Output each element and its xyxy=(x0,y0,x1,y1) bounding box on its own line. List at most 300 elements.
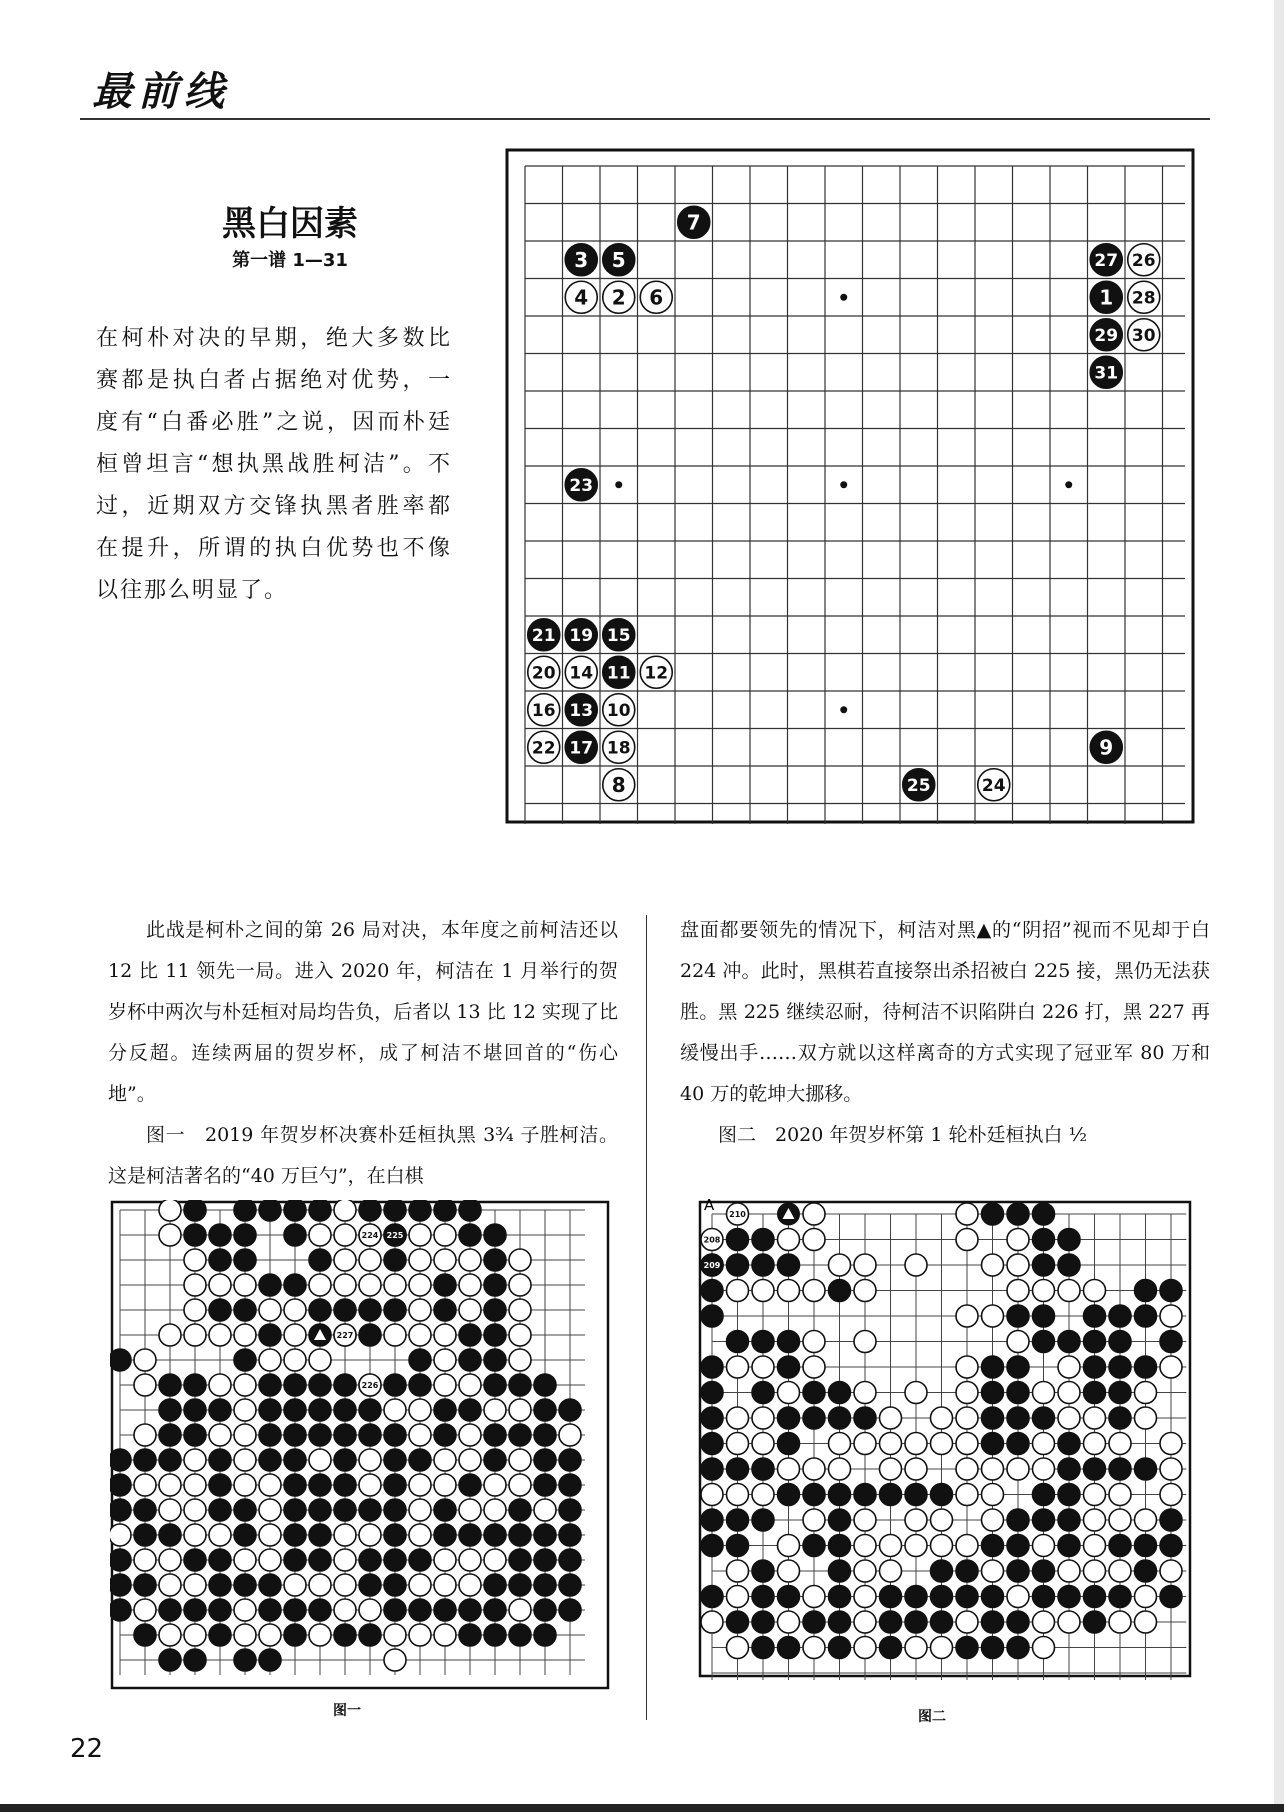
board-stone xyxy=(982,1254,1004,1276)
board-stone xyxy=(534,1624,556,1646)
board-stone xyxy=(359,1549,381,1571)
board-stone xyxy=(184,1249,206,1271)
board-stone xyxy=(159,1474,181,1496)
board-stone xyxy=(534,1574,556,1596)
board-stone xyxy=(309,1299,331,1321)
board-stone xyxy=(484,1599,506,1621)
board-stone xyxy=(1033,1509,1055,1531)
board-stone xyxy=(309,1399,331,1421)
move-21-stone xyxy=(528,619,560,651)
svg-text:227: 227 xyxy=(336,1330,354,1340)
board-stone xyxy=(1109,1586,1131,1608)
board-stone xyxy=(509,1574,531,1596)
header-rule xyxy=(80,118,1210,120)
board-stone xyxy=(956,1382,978,1404)
board-stone xyxy=(209,1424,231,1446)
board-stone xyxy=(459,1274,481,1296)
board-stone xyxy=(359,1449,381,1471)
board-stone xyxy=(110,1524,131,1546)
board-stone xyxy=(509,1399,531,1421)
move-227-stone xyxy=(334,1324,356,1346)
board-stone xyxy=(134,1624,156,1646)
board-stone xyxy=(956,1433,978,1455)
board-stone xyxy=(982,1305,1004,1327)
board-stone xyxy=(284,1599,306,1621)
move-224-stone xyxy=(359,1224,381,1246)
star-point xyxy=(840,481,847,488)
board-stone xyxy=(752,1586,774,1608)
board-stone xyxy=(854,1560,876,1582)
board-stone xyxy=(184,1224,206,1246)
board-stone xyxy=(284,1299,306,1321)
board-stone xyxy=(727,1509,749,1531)
board-stone xyxy=(1007,1560,1029,1582)
svg-text:19: 19 xyxy=(569,625,594,646)
board-stone xyxy=(110,1449,131,1471)
board-stone xyxy=(701,1280,723,1302)
board-stone xyxy=(159,1374,181,1396)
board-stone xyxy=(956,1229,978,1251)
board-stone xyxy=(727,1280,749,1302)
board-stone xyxy=(184,1499,206,1521)
board-stone xyxy=(1033,1280,1055,1302)
board-stone xyxy=(778,1229,800,1251)
board-stone xyxy=(384,1574,406,1596)
board-stone xyxy=(509,1274,531,1296)
board-stone xyxy=(434,1399,456,1421)
board-stone xyxy=(1084,1535,1106,1557)
board-stone xyxy=(509,1374,531,1396)
board-stone xyxy=(409,1549,431,1571)
board-stone xyxy=(1007,1433,1029,1455)
board-stone xyxy=(409,1200,431,1221)
board-stone xyxy=(778,1382,800,1404)
board-stone xyxy=(384,1624,406,1646)
board-stone xyxy=(209,1274,231,1296)
board-stone xyxy=(284,1524,306,1546)
board-stone xyxy=(534,1399,556,1421)
board-stone xyxy=(434,1299,456,1321)
board-stone xyxy=(752,1637,774,1659)
board-stone xyxy=(559,1549,581,1571)
board-stone xyxy=(259,1649,281,1671)
board-stone xyxy=(982,1407,1004,1429)
board-stone xyxy=(110,1474,131,1496)
board-stone xyxy=(159,1399,181,1421)
board-stone xyxy=(184,1200,206,1221)
board-stone xyxy=(134,1474,156,1496)
board-stone xyxy=(184,1624,206,1646)
board-stone xyxy=(778,1586,800,1608)
board-stone xyxy=(259,1299,281,1321)
board-stone xyxy=(880,1407,902,1429)
board-stone xyxy=(359,1499,381,1521)
board-stone xyxy=(854,1586,876,1608)
svg-text:225: 225 xyxy=(386,1230,404,1240)
board-stone xyxy=(334,1574,356,1596)
board-stone xyxy=(854,1280,876,1302)
board-stone xyxy=(334,1449,356,1471)
board-stone xyxy=(484,1224,506,1246)
svg-text:8: 8 xyxy=(611,772,626,797)
section-subtitle: 第一谱 1—31 xyxy=(232,250,348,271)
intro-paragraph: 在柯朴对决的早期，绝大多数比赛都是执白者占据绝对优势，一度有“白番必胜”之说，因而朴廷桓曾坦言“想执黑战胜柯洁”。不过，近期双方交锋执黑者胜率都在提升，所谓的执白优势也不像以往那么明显了。 xyxy=(96,326,452,603)
board-stone xyxy=(334,1274,356,1296)
board-stone xyxy=(259,1449,281,1471)
board-stone xyxy=(359,1200,381,1221)
board-stone xyxy=(434,1274,456,1296)
board-stone xyxy=(701,1484,723,1506)
svg-text:2: 2 xyxy=(611,285,626,310)
board-stone xyxy=(701,1382,723,1404)
board-stone xyxy=(209,1224,231,1246)
board-stone xyxy=(434,1574,456,1596)
svg-text:29: 29 xyxy=(1094,325,1119,346)
move-208-stone xyxy=(701,1229,723,1251)
board-stone xyxy=(1084,1586,1106,1608)
board-stone xyxy=(534,1599,556,1621)
board-stone xyxy=(534,1549,556,1571)
board-stone xyxy=(880,1535,902,1557)
board-stone xyxy=(359,1424,381,1446)
board-stone xyxy=(484,1324,506,1346)
board-stone xyxy=(778,1254,800,1276)
board-stone xyxy=(727,1331,749,1353)
board-stone xyxy=(509,1624,531,1646)
board-stone xyxy=(1109,1611,1131,1633)
board-stone xyxy=(905,1586,927,1608)
board-stone xyxy=(982,1356,1004,1378)
board-stone xyxy=(284,1374,306,1396)
board-stone xyxy=(1109,1407,1131,1429)
board-stone xyxy=(1135,1458,1157,1480)
svg-text:30: 30 xyxy=(1131,325,1156,346)
board-stone xyxy=(880,1433,902,1455)
board-stone xyxy=(484,1549,506,1571)
board-stone xyxy=(1135,1535,1157,1557)
board-stone xyxy=(1033,1586,1055,1608)
board-stone xyxy=(434,1424,456,1446)
board-stone xyxy=(259,1349,281,1371)
svg-text:17: 17 xyxy=(569,738,594,759)
board-stone xyxy=(184,1549,206,1571)
board-stone xyxy=(434,1324,456,1346)
board-stone xyxy=(284,1200,306,1221)
board-stone xyxy=(234,1449,256,1471)
board-stone xyxy=(110,1599,131,1621)
move-6-stone xyxy=(640,281,672,313)
board-stone xyxy=(484,1449,506,1471)
move-5-stone xyxy=(603,244,635,276)
board-stone xyxy=(1160,1356,1182,1378)
board-stone xyxy=(184,1424,206,1446)
board-stone xyxy=(1109,1356,1131,1378)
board-stone xyxy=(803,1203,825,1225)
board-stone xyxy=(284,1449,306,1471)
board-stone xyxy=(284,1349,306,1371)
board-stone xyxy=(1084,1356,1106,1378)
board-stone xyxy=(829,1458,851,1480)
board-stone xyxy=(434,1224,456,1246)
section-title: 黑白因素 xyxy=(222,204,358,244)
page-bottom-edge xyxy=(0,1804,1284,1812)
board-stone xyxy=(803,1356,825,1378)
board-stone xyxy=(803,1280,825,1302)
board-stone xyxy=(384,1324,406,1346)
board-stone xyxy=(509,1424,531,1446)
board-stone xyxy=(434,1349,456,1371)
board-stone xyxy=(982,1560,1004,1582)
board-stone xyxy=(778,1407,800,1429)
board-stone xyxy=(359,1274,381,1296)
board-stone xyxy=(234,1324,256,1346)
board-stone xyxy=(829,1611,851,1633)
svg-text:4: 4 xyxy=(574,285,589,310)
board-stone xyxy=(854,1509,876,1531)
board-stone xyxy=(727,1433,749,1455)
board-stone xyxy=(1084,1305,1106,1327)
board-stone xyxy=(829,1280,851,1302)
board-stone xyxy=(184,1574,206,1596)
board-stone xyxy=(778,1560,800,1582)
board-stone xyxy=(384,1399,406,1421)
board-stone xyxy=(982,1611,1004,1633)
move-31-stone xyxy=(1090,356,1122,388)
board-stone xyxy=(334,1474,356,1496)
board-stone xyxy=(1084,1611,1106,1633)
board-stone xyxy=(234,1499,256,1521)
board-stone xyxy=(778,1535,800,1557)
board-stone xyxy=(309,1474,331,1496)
board-stone xyxy=(956,1305,978,1327)
board-stone xyxy=(778,1331,800,1353)
board-stone xyxy=(209,1249,231,1271)
board-stone xyxy=(727,1560,749,1582)
board-stone xyxy=(359,1324,381,1346)
board-stone xyxy=(459,1200,481,1221)
board-stone xyxy=(1033,1203,1055,1225)
board-stone xyxy=(854,1331,876,1353)
board-stone xyxy=(259,1574,281,1596)
board-stone xyxy=(931,1611,953,1633)
board-stone xyxy=(727,1637,749,1659)
board-stone xyxy=(459,1599,481,1621)
board-stone xyxy=(982,1203,1004,1225)
board-stone xyxy=(1084,1484,1106,1506)
board-stone xyxy=(184,1524,206,1546)
board-stone xyxy=(509,1549,531,1571)
board-stone xyxy=(559,1599,581,1621)
board-stone xyxy=(259,1324,281,1346)
board-stone xyxy=(434,1624,456,1646)
board-stone xyxy=(284,1574,306,1596)
board-stone xyxy=(284,1499,306,1521)
board-stone xyxy=(309,1449,331,1471)
header-title: 最前线 xyxy=(92,68,230,115)
board-stone xyxy=(534,1474,556,1496)
svg-text:22: 22 xyxy=(531,738,556,759)
board-stone xyxy=(1084,1382,1106,1404)
board-stone xyxy=(334,1549,356,1571)
move-18-stone xyxy=(603,731,635,763)
board-stone xyxy=(701,1458,723,1480)
board-stone xyxy=(956,1637,978,1659)
board-stone xyxy=(434,1449,456,1471)
right-paragraph-2: 图二 2020 年贺岁杯第 1 轮朴廷桓执白 ½ xyxy=(718,1124,1088,1146)
board-stone xyxy=(854,1433,876,1455)
board-stone xyxy=(334,1524,356,1546)
move-14-stone xyxy=(565,656,597,688)
board-stone xyxy=(284,1424,306,1446)
board-stone xyxy=(184,1599,206,1621)
board-stone xyxy=(931,1509,953,1531)
board-stone xyxy=(905,1535,927,1557)
board-stone xyxy=(534,1374,556,1396)
go-board-record xyxy=(505,148,1195,824)
board-stone xyxy=(334,1424,356,1446)
board-stone xyxy=(384,1200,406,1221)
board-stone xyxy=(309,1200,331,1221)
board-stone xyxy=(1007,1229,1029,1251)
board-stone xyxy=(434,1524,456,1546)
board-stone xyxy=(259,1549,281,1571)
board-stone xyxy=(1033,1331,1055,1353)
board-stone xyxy=(484,1349,506,1371)
board-stone xyxy=(284,1224,306,1246)
board-stone xyxy=(829,1560,851,1582)
board-stone xyxy=(854,1407,876,1429)
board-stone xyxy=(184,1274,206,1296)
board-stone xyxy=(384,1299,406,1321)
move-8-stone xyxy=(603,769,635,801)
board-stone xyxy=(409,1249,431,1271)
board-stone xyxy=(459,1499,481,1521)
board-stone xyxy=(434,1499,456,1521)
left-paragraph-1: 此战是柯朴之间的第 26 局对决，本年度之前柯洁还以 12 比 11 领先一局。进入 2020 年，柯洁在 1 月举行的贺岁杯中两次与朴廷桓对局均告负，后者以 13 比 12 实现了比分反超。连续两届的贺岁杯，成了柯洁不堪回首的“伤心地”。 xyxy=(108,919,618,1105)
board-stone xyxy=(905,1637,927,1659)
svg-text:9: 9 xyxy=(1099,735,1114,760)
board-stone xyxy=(1007,1305,1029,1327)
board-stone xyxy=(1007,1458,1029,1480)
board-stone xyxy=(803,1509,825,1531)
board-stone xyxy=(159,1224,181,1246)
board-stone xyxy=(384,1474,406,1496)
board-stone xyxy=(134,1549,156,1571)
board-stone xyxy=(829,1433,851,1455)
board-stone xyxy=(334,1299,356,1321)
board-stone xyxy=(209,1524,231,1546)
board-stone xyxy=(854,1254,876,1276)
board-stone xyxy=(778,1484,800,1506)
board-stone xyxy=(727,1458,749,1480)
board-stone xyxy=(803,1458,825,1480)
move-3-stone xyxy=(565,244,597,276)
board-stone xyxy=(509,1249,531,1271)
board-stone xyxy=(184,1374,206,1396)
board-stone xyxy=(1033,1407,1055,1429)
board-stone xyxy=(309,1624,331,1646)
board-stone xyxy=(803,1535,825,1557)
board-stone xyxy=(778,1458,800,1480)
board-stone xyxy=(1160,1535,1182,1557)
board-stone xyxy=(334,1200,356,1221)
board-stone xyxy=(184,1649,206,1671)
move-23-stone xyxy=(565,469,597,501)
board-stone xyxy=(434,1249,456,1271)
star-point xyxy=(615,481,622,488)
board-stone xyxy=(234,1624,256,1646)
board-stone xyxy=(384,1549,406,1571)
board-stone xyxy=(1058,1586,1080,1608)
board-stone xyxy=(209,1374,231,1396)
board-stone xyxy=(752,1356,774,1378)
board-stone xyxy=(110,1549,131,1571)
board-stone xyxy=(1058,1535,1080,1557)
board-stone xyxy=(880,1637,902,1659)
board-stone xyxy=(727,1407,749,1429)
board-stone xyxy=(1084,1331,1106,1353)
board-stone xyxy=(459,1474,481,1496)
board-stone xyxy=(752,1611,774,1633)
move-25-stone xyxy=(903,769,935,801)
board-stone xyxy=(484,1624,506,1646)
board-stone xyxy=(459,1574,481,1596)
board-stone xyxy=(905,1611,927,1633)
board-stone xyxy=(752,1458,774,1480)
board-stone xyxy=(905,1458,927,1480)
svg-text:11: 11 xyxy=(606,663,631,684)
board-stone xyxy=(752,1433,774,1455)
svg-text:18: 18 xyxy=(606,738,631,759)
board-stone xyxy=(1033,1484,1055,1506)
board-stone xyxy=(982,1484,1004,1506)
board-stone xyxy=(184,1474,206,1496)
board-stone xyxy=(309,1374,331,1396)
board-stone xyxy=(459,1424,481,1446)
board-stone xyxy=(1033,1229,1055,1251)
page-edge xyxy=(1274,0,1284,1812)
board-stone xyxy=(359,1299,381,1321)
board-stone xyxy=(559,1424,581,1446)
board-stone xyxy=(956,1356,978,1378)
board-stone xyxy=(752,1280,774,1302)
board-stone xyxy=(459,1224,481,1246)
board-stone xyxy=(778,1611,800,1633)
board-stone xyxy=(259,1424,281,1446)
board-stone xyxy=(1058,1356,1080,1378)
board-stone xyxy=(752,1382,774,1404)
board-stone xyxy=(334,1224,356,1246)
board-stone xyxy=(1058,1254,1080,1276)
move-24-stone xyxy=(978,769,1010,801)
board-stone xyxy=(309,1424,331,1446)
board-stone xyxy=(359,1399,381,1421)
go-board-figure-2 xyxy=(690,1190,1200,1680)
board-stone xyxy=(459,1449,481,1471)
go-board-figure-1 xyxy=(110,1200,610,1690)
board-stone xyxy=(234,1274,256,1296)
board-stone xyxy=(234,1474,256,1496)
svg-text:3: 3 xyxy=(574,247,589,272)
board-stone xyxy=(409,1399,431,1421)
board-stone xyxy=(409,1499,431,1521)
star-point xyxy=(1065,481,1072,488)
board-letter-a: A xyxy=(704,1196,715,1214)
board-stone xyxy=(484,1424,506,1446)
board-stone xyxy=(956,1586,978,1608)
board-stone xyxy=(509,1449,531,1471)
svg-text:26: 26 xyxy=(1131,250,1156,271)
